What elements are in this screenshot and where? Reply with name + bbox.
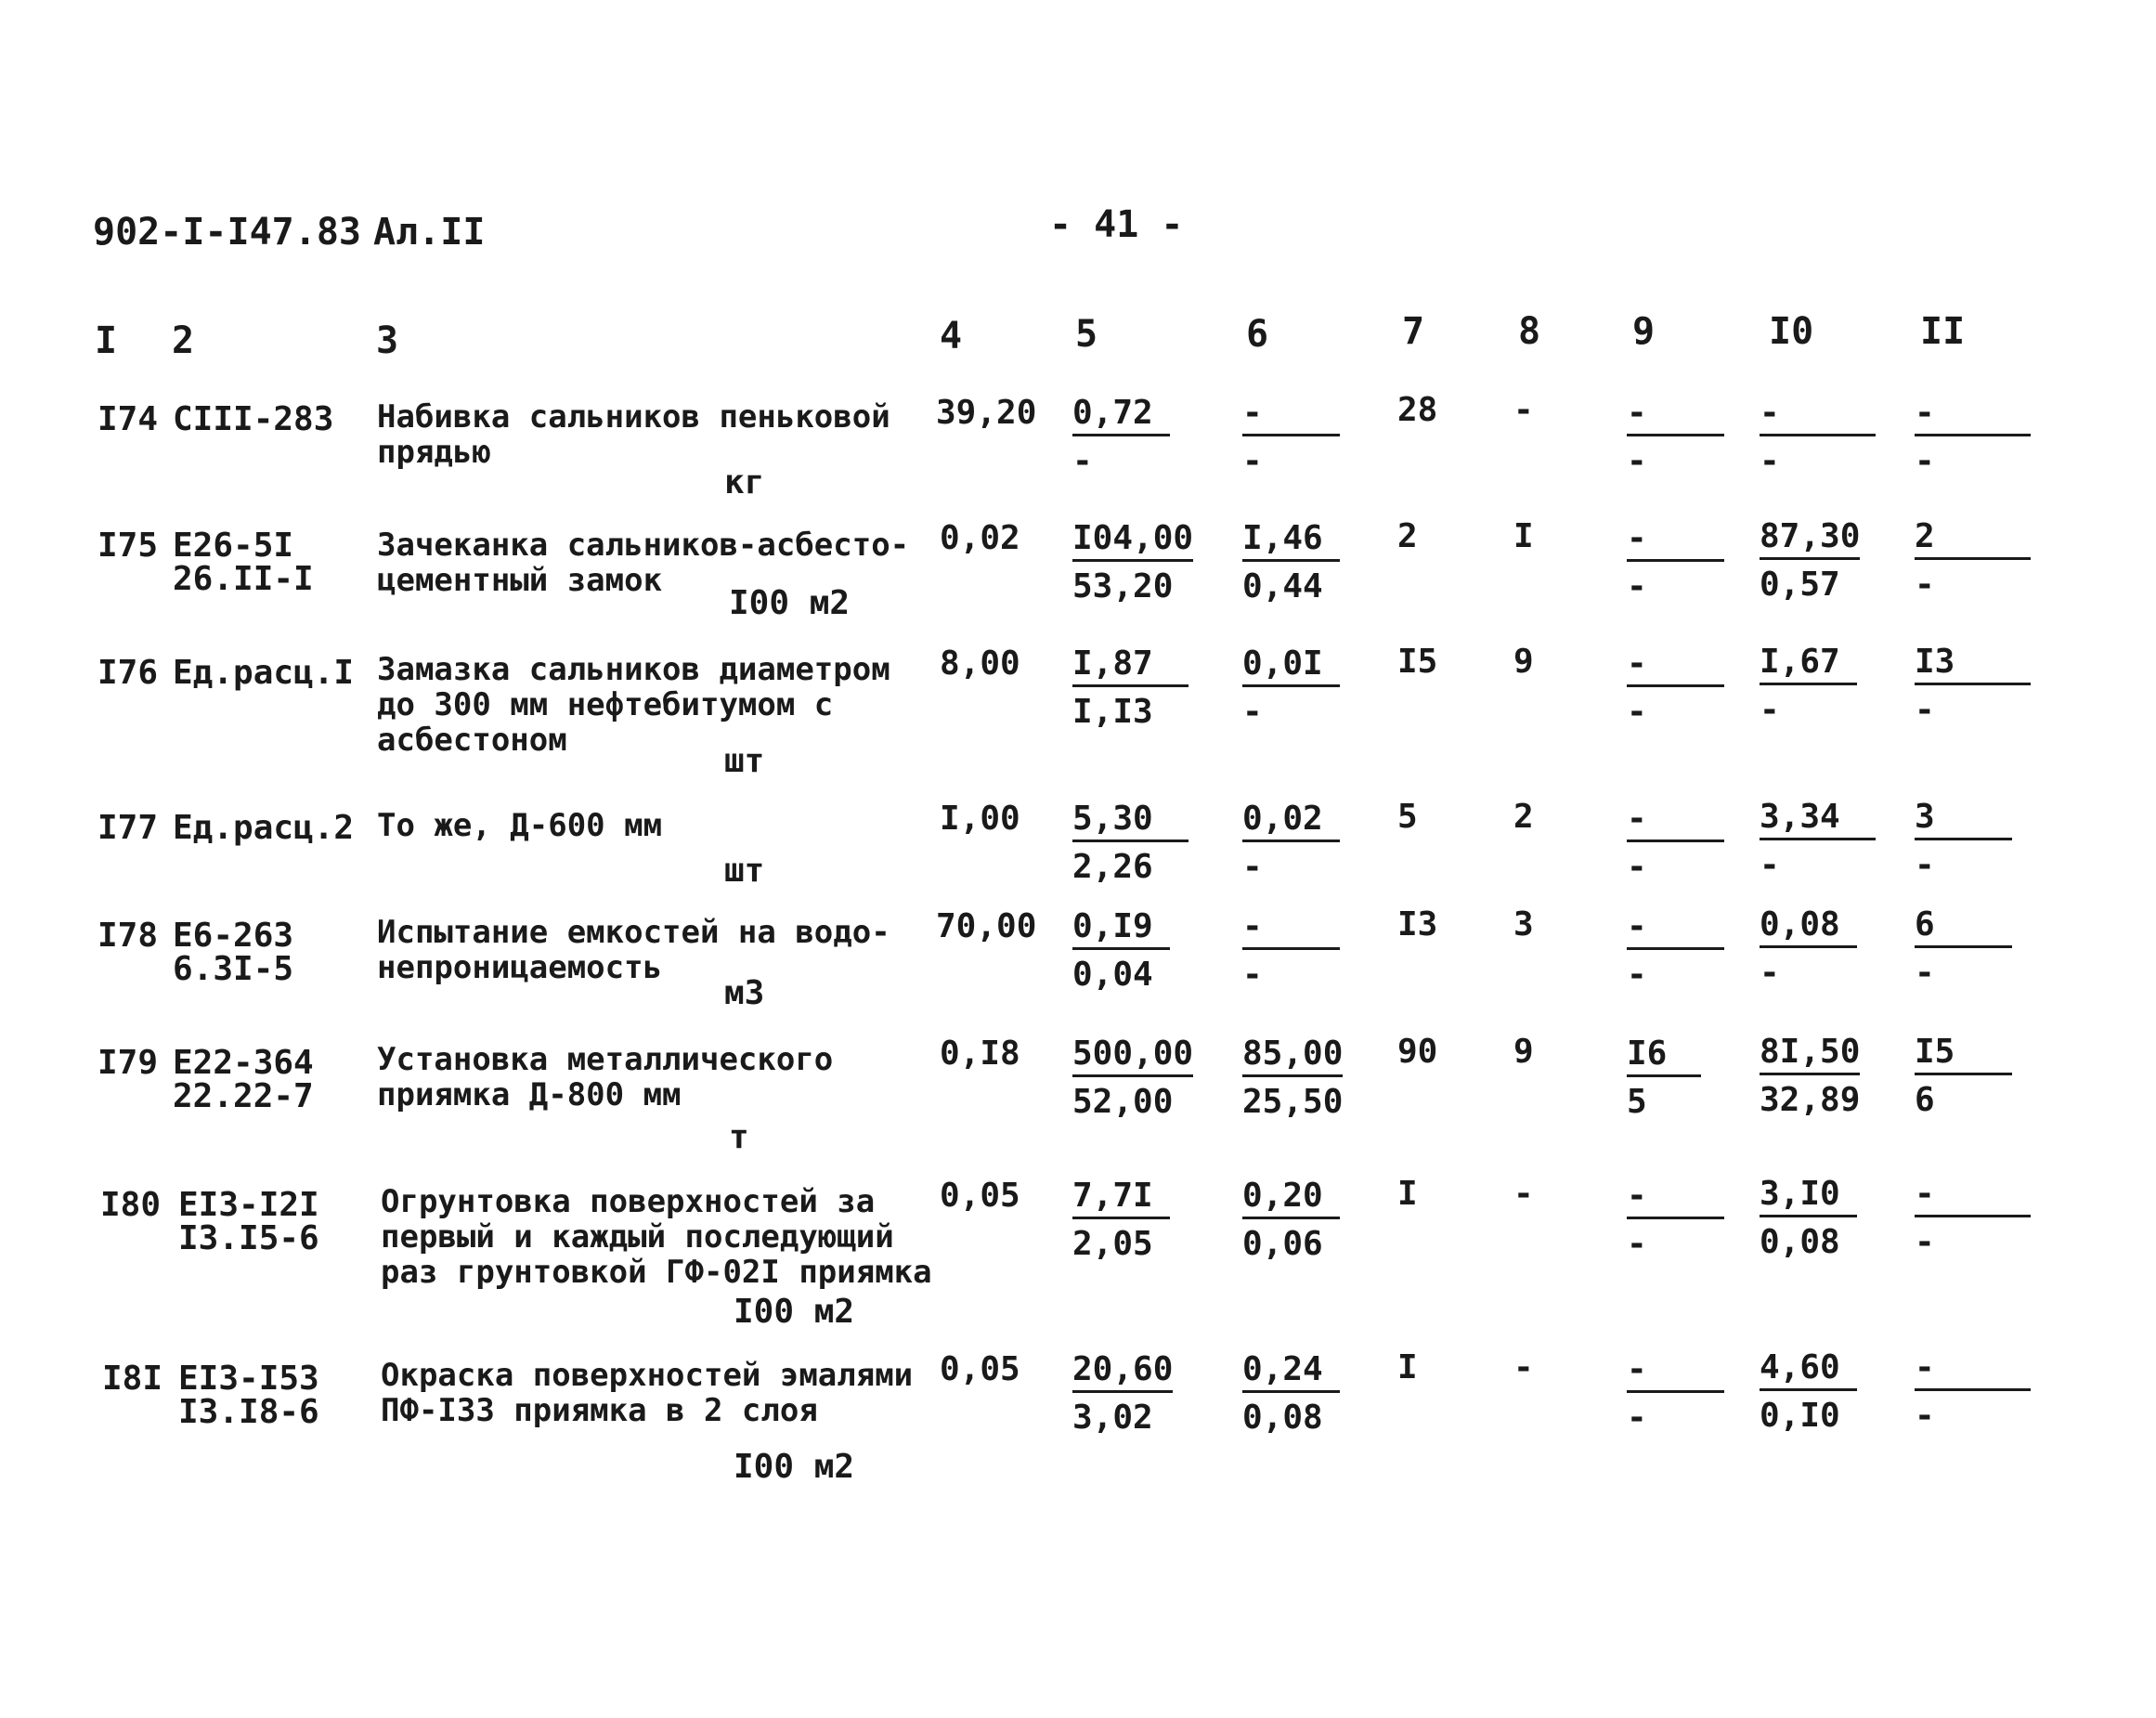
col11-bottom: - (1915, 1223, 1935, 1261)
col5-top: 7,7I (1072, 1178, 1170, 1219)
col9-top: - (1627, 800, 1724, 842)
col7-value: I5 (1397, 643, 1438, 681)
col9-top: - (1627, 645, 1724, 687)
col8-value: I (1513, 517, 1534, 555)
col8-value: 3 (1513, 905, 1534, 944)
col9-bottom: - (1627, 567, 1647, 605)
col10-top: 4,60 (1760, 1349, 1857, 1391)
col11-bottom: - (1915, 1397, 1935, 1435)
col6-bottom: - (1242, 442, 1263, 480)
row-number: I79 (97, 1044, 159, 1082)
row-number: I77 (97, 809, 159, 847)
col9-bottom: 5 (1627, 1083, 1647, 1121)
quantity: 70,00 (936, 907, 1037, 945)
col10-bottom: 0,08 (1760, 1223, 1840, 1261)
column-number-4: 4 (940, 315, 963, 358)
col11-top: - (1915, 395, 2031, 436)
col10-bottom: - (1760, 442, 1780, 480)
col10-bottom: 32,89 (1760, 1081, 1861, 1119)
col6-top: 0,0I (1242, 645, 1340, 687)
col5-bottom: 2,26 (1072, 848, 1153, 886)
col11-bottom: - (1915, 442, 1935, 480)
col9-top: - (1627, 395, 1724, 436)
col7-value: I (1397, 1175, 1418, 1213)
column-number-7: 7 (1402, 310, 1425, 353)
rate-code: ЕI3-I2I (178, 1186, 319, 1224)
col11-top: - (1915, 1176, 2031, 1217)
unit-of-measure: I00 м2 (734, 1448, 855, 1486)
col9-top: - (1627, 1178, 1724, 1219)
col6-top: - (1242, 908, 1340, 950)
quantity: 0,05 (940, 1177, 1020, 1215)
col8-value: - (1513, 1175, 1534, 1213)
row-number: I78 (97, 917, 159, 955)
col6-bottom: 25,50 (1242, 1083, 1344, 1121)
col9-bottom: - (1627, 956, 1647, 994)
col6-bottom: - (1242, 956, 1263, 994)
col11-bottom: 6 (1915, 1081, 1935, 1119)
col11-bottom: - (1915, 954, 1935, 992)
col5-bottom: - (1072, 442, 1093, 480)
rate-code: ЕI3-I53 (178, 1360, 319, 1398)
col6-top: 0,24 (1242, 1351, 1340, 1393)
col11-top: - (1915, 1349, 2031, 1391)
quantity: 0,05 (940, 1350, 1020, 1388)
rate-code: Е22-364 (173, 1044, 314, 1082)
col6-bottom: 0,06 (1242, 1225, 1323, 1263)
col5-top: 0,72 (1072, 395, 1170, 436)
col11-top: 6 (1915, 906, 2012, 948)
col7-value: I (1397, 1348, 1418, 1386)
col5-top: I04,00 (1072, 520, 1193, 562)
col10-bottom: - (1760, 691, 1780, 729)
col7-value: 90 (1397, 1033, 1438, 1071)
work-description: Зачеканка сальников-асбесто- цементный замок (377, 527, 910, 599)
col7-value: 5 (1397, 798, 1418, 836)
row-number: I75 (97, 527, 159, 565)
col10-top: 0,08 (1760, 906, 1857, 948)
work-description: Огрунтовка поверхностей за первый и каждый последующий раз грунтовкой ГФ-02I приямка (381, 1183, 932, 1291)
rate-code: Ед.расц.2 (173, 809, 355, 847)
page-number: - 41 - (1049, 203, 1184, 246)
col5-top: 5,30 (1072, 800, 1188, 842)
col5-bottom: 52,00 (1072, 1083, 1174, 1121)
col7-value: I3 (1397, 905, 1438, 944)
col6-top: 85,00 (1242, 1035, 1343, 1077)
work-description: Испытание емкостей на водо- непроницаемость (377, 914, 890, 986)
doc-code: 902-I-I47.83 (93, 211, 361, 254)
album-label: Ал.II (373, 211, 486, 254)
col11-bottom: - (1915, 566, 1935, 604)
rate-code-secondary: 22.22-7 (173, 1077, 314, 1115)
col5-bottom: 3,02 (1072, 1399, 1153, 1437)
unit-of-measure: I00 м2 (734, 1293, 855, 1331)
col10-top: 8I,50 (1760, 1034, 1860, 1075)
col8-value: 9 (1513, 1033, 1534, 1071)
row-number: I80 (100, 1186, 162, 1224)
col11-bottom: - (1915, 691, 1935, 729)
rate-code: Ед.расц.I (173, 654, 355, 692)
col10-top: - (1760, 395, 1876, 436)
col5-bottom: 0,04 (1072, 956, 1153, 994)
column-number-5: 5 (1075, 313, 1098, 356)
col6-top: 0,02 (1242, 800, 1340, 842)
col10-top: 87,30 (1760, 518, 1860, 560)
rate-code-secondary: I3.I5-6 (178, 1219, 319, 1257)
rate-code-secondary: 6.3I-5 (173, 950, 294, 988)
quantity: 39,20 (936, 394, 1037, 432)
rate-code: Е6-263 (173, 917, 294, 955)
col6-bottom: - (1242, 848, 1263, 886)
col11-top: I3 (1915, 644, 2031, 685)
col8-value: 2 (1513, 798, 1534, 836)
col5-bottom: I,I3 (1072, 693, 1153, 731)
col6-top: I,46 (1242, 520, 1340, 562)
col9-bottom: - (1627, 442, 1647, 480)
col9-top: - (1627, 520, 1724, 562)
column-number-3: 3 (376, 319, 399, 362)
col10-bottom: 0,57 (1760, 566, 1840, 604)
rate-code: СIII-283 (173, 400, 334, 438)
col10-top: 3,34 (1760, 799, 1876, 840)
work-description: Набивка сальников пеньковой прядью (377, 398, 890, 471)
col8-value: - (1513, 391, 1534, 429)
col11-top: 3 (1915, 799, 2012, 840)
rate-code-secondary: 26.II-I (173, 560, 314, 598)
unit-of-measure: I00 м2 (729, 584, 851, 622)
unit-of-measure: шт (724, 852, 765, 890)
col7-value: 28 (1397, 391, 1438, 429)
col9-bottom: - (1627, 1225, 1647, 1263)
col6-bottom: - (1242, 693, 1263, 731)
column-number-11: II (1920, 310, 1966, 353)
col6-bottom: 0,44 (1242, 567, 1323, 605)
col8-value: 9 (1513, 643, 1534, 681)
col9-bottom: - (1627, 1399, 1647, 1437)
row-number: I74 (97, 400, 159, 438)
col7-value: 2 (1397, 517, 1418, 555)
col5-bottom: 2,05 (1072, 1225, 1153, 1263)
unit-of-measure: кг (724, 463, 765, 501)
col9-bottom: - (1627, 848, 1647, 886)
col10-bottom: - (1760, 846, 1780, 884)
col5-top: 500,00 (1072, 1035, 1193, 1077)
col8-value: - (1513, 1348, 1534, 1386)
column-number-10: I0 (1769, 310, 1814, 353)
col9-top: - (1627, 908, 1724, 950)
work-description: Установка металлического приямка Д-800 мм (377, 1041, 834, 1113)
work-description: То же, Д-600 мм (377, 807, 663, 844)
col5-top: I,87 (1072, 645, 1188, 687)
unit-of-measure: шт (724, 742, 765, 780)
work-description: Окраска поверхностей эмалями ПФ-I33 приямка в 2 слоя (381, 1357, 914, 1429)
col9-bottom: - (1627, 693, 1647, 731)
quantity: 0,I8 (940, 1035, 1020, 1073)
col9-top: I6 (1627, 1035, 1701, 1077)
row-number: I8I (102, 1360, 163, 1398)
col9-top: - (1627, 1351, 1724, 1393)
quantity: I,00 (940, 800, 1020, 838)
column-number-9: 9 (1632, 310, 1656, 353)
unit-of-measure: т (729, 1118, 749, 1156)
col5-bottom: 53,20 (1072, 567, 1174, 605)
col10-bottom: - (1760, 954, 1780, 992)
unit-of-measure: м3 (724, 974, 765, 1012)
col11-bottom: - (1915, 846, 1935, 884)
rate-code: Е26-5I (173, 527, 294, 565)
column-number-8: 8 (1518, 310, 1541, 353)
work-description: Замазка сальников диаметром до 300 мм нефтебитумом с асбестоном (377, 651, 890, 759)
column-number-2: 2 (172, 319, 195, 362)
col6-top: 0,20 (1242, 1178, 1340, 1219)
column-number-1: I (95, 319, 118, 362)
col10-top: 3,I0 (1760, 1176, 1857, 1217)
column-number-6: 6 (1246, 313, 1269, 356)
col10-bottom: 0,I0 (1760, 1397, 1840, 1435)
col5-top: 0,I9 (1072, 908, 1170, 950)
quantity: 0,02 (940, 519, 1020, 557)
row-number: I76 (97, 654, 159, 692)
col11-top: I5 (1915, 1034, 2012, 1075)
col10-top: I,67 (1760, 644, 1857, 685)
col6-bottom: 0,08 (1242, 1399, 1323, 1437)
col6-top: - (1242, 395, 1340, 436)
quantity: 8,00 (940, 644, 1020, 683)
rate-code-secondary: I3.I8-6 (178, 1393, 319, 1431)
col5-top: 20,60 (1072, 1351, 1173, 1393)
col11-top: 2 (1915, 518, 2031, 560)
